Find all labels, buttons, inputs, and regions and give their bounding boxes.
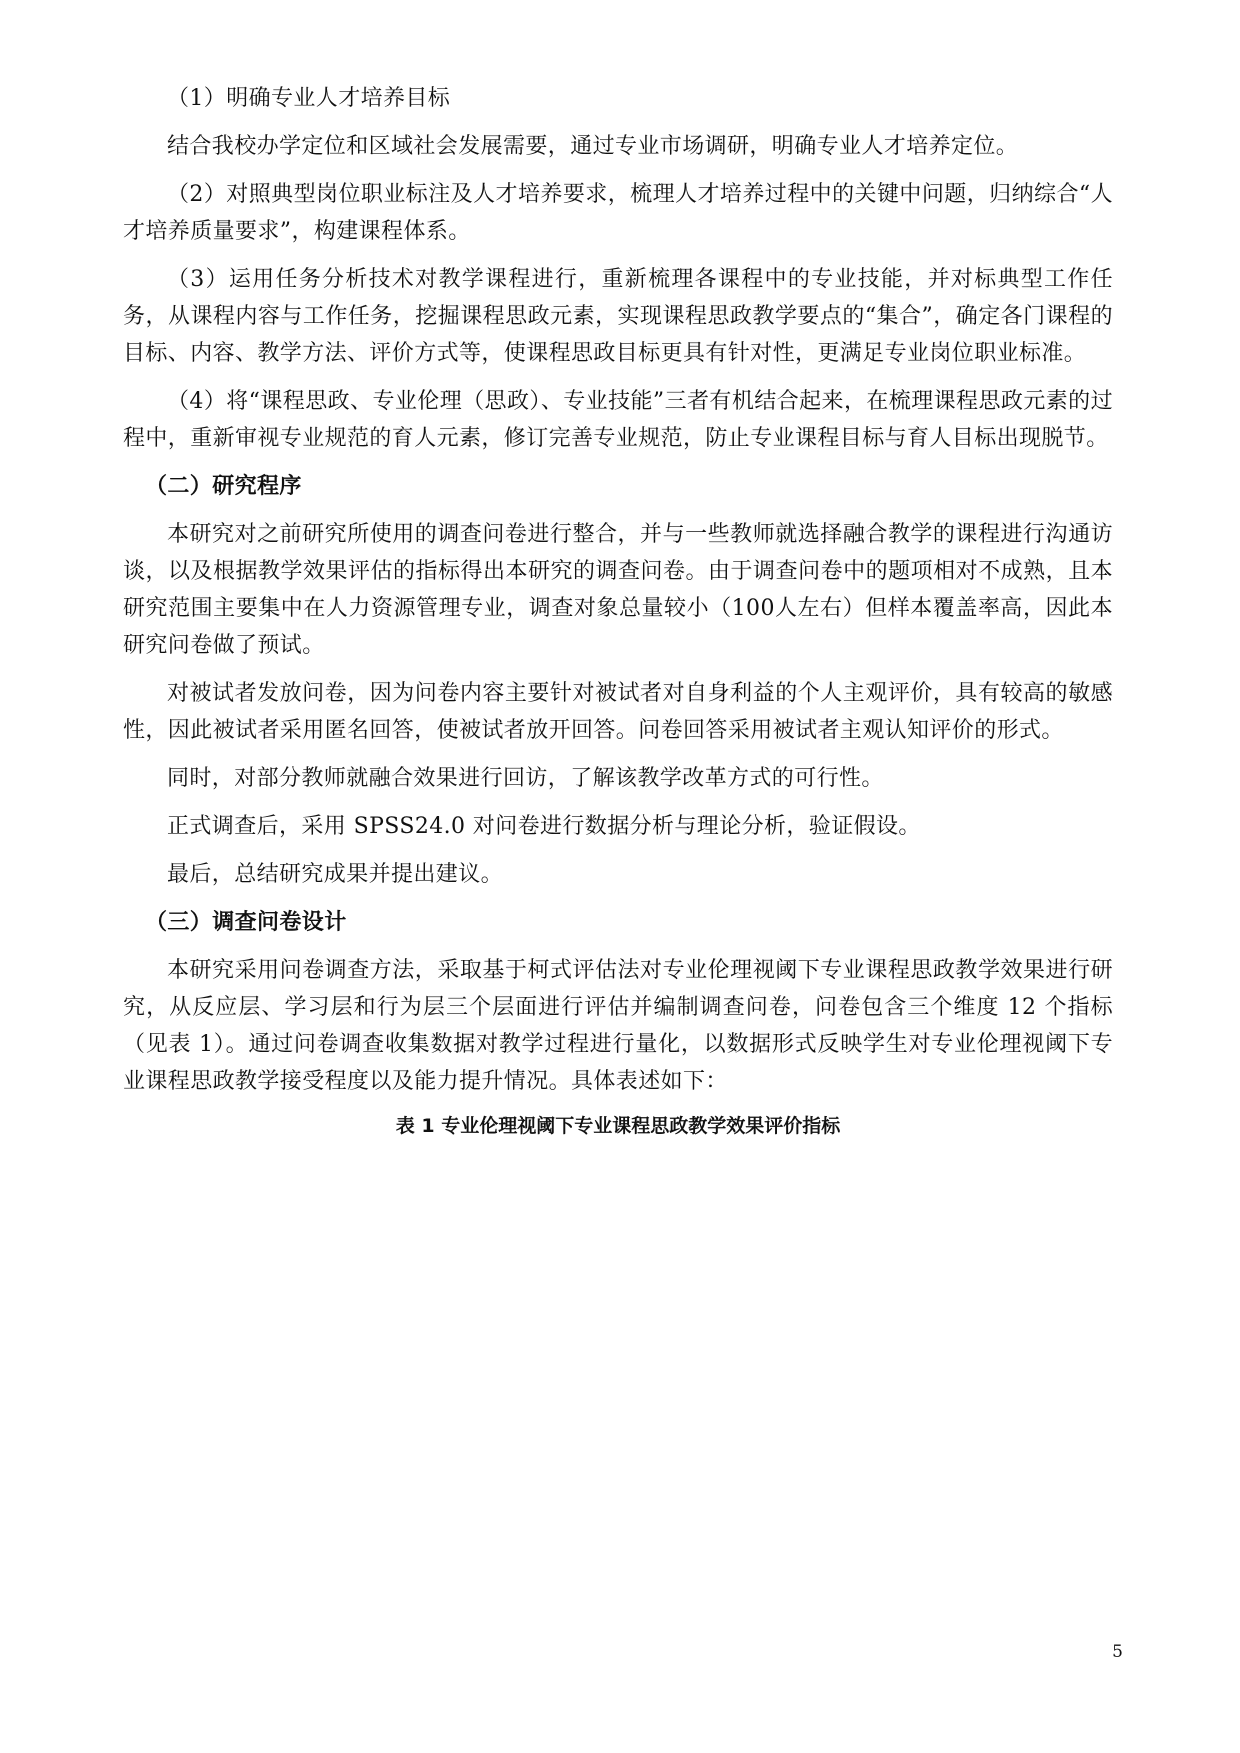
page-number: 5 bbox=[1112, 1642, 1123, 1662]
paragraph-procedure-5: 最后，总结研究成果并提出建议。 bbox=[167, 862, 504, 887]
paragraph-procedure-1: 本研究对之前研究所使用的调查问卷进行整合，并与一些教师就选择融合教学的课程进行沟通访谈，以及根据教学效果评估的指标得出本研究的调查问卷。由于调查问卷中的题项相对不成熟，且本研究范围主要集中在人力资源管理专业，调查对象总量较小（100人左右）但样本覆盖率高，因此本研究问卷做了预试。 bbox=[123, 522, 1113, 658]
paragraph-procedure-4: 正式调查后，采用 SPSS24.0 对问卷进行数据分析与理论分析，验证假设。 bbox=[167, 814, 921, 839]
table-caption: 表 1 专业伦理视阈下专业课程思政教学效果评价指标 bbox=[395, 1115, 841, 1137]
paragraph-procedure-3: 同时，对部分教师就融合效果进行回访，了解该教学改革方式的可行性。 bbox=[167, 766, 884, 791]
section-heading-research-procedure: （二）研究程序 bbox=[145, 474, 302, 499]
paragraph-questionnaire: 本研究采用问卷调查方法，采取基于柯式评估法对专业伦理视阈下专业课程思政教学效果进行研究，从反应层、学习层和行为层三个层面进行评估并编制调查问卷，问卷包含三个维度 12 个指标（见表 1）。通过问卷调查收集数据对教学过程进行量化，以数据形式反映学生对专业伦理视阈下专业课程思政教学接受程度以及能力提升情况。具体表述如下： bbox=[123, 958, 1113, 1094]
paragraph-item-4: （4）将“课程思政、专业伦理（思政）、专业技能”三者有机结合起来，在梳理课程思政元素的过程中，重新审视专业规范的育人元素，修订完善专业规范，防止专业课程目标与育人目标出现脱节。 bbox=[123, 389, 1113, 451]
paragraph-item-2: （2）对照典型岗位职业标注及人才培养要求，梳理人才培养过程中的关键中问题，归纳综合“人才培养质量要求”，构建课程体系。 bbox=[123, 182, 1113, 244]
paragraph-item-3: （3）运用任务分析技术对教学课程进行，重新梳理各课程中的专业技能，并对标典型工作任务，从课程内容与工作任务，挖掘课程思政元素，实现课程思政教学要点的“集合”，确定各门课程的目标、内容、教学方法、评价方式等，使课程思政目标更具有针对性，更满足专业岗位职业标准。 bbox=[123, 267, 1113, 366]
paragraph-goal-title: （1）明确专业人才培养目标 bbox=[167, 86, 451, 111]
paragraph-procedure-2: 对被试者发放问卷，因为问卷内容主要针对被试者对自身利益的个人主观评价，具有较高的敏感性，因此被试者采用匿名回答，使被试者放开回答。问卷回答采用被试者主观认知评价的形式。 bbox=[123, 681, 1113, 743]
paragraph-goal-text: 结合我校办学定位和区域社会发展需要，通过专业市场调研，明确专业人才培养定位。 bbox=[167, 134, 1019, 159]
document-body bbox=[123, 80, 1113, 1141]
section-heading-questionnaire-design: （三）调查问卷设计 bbox=[145, 910, 347, 935]
